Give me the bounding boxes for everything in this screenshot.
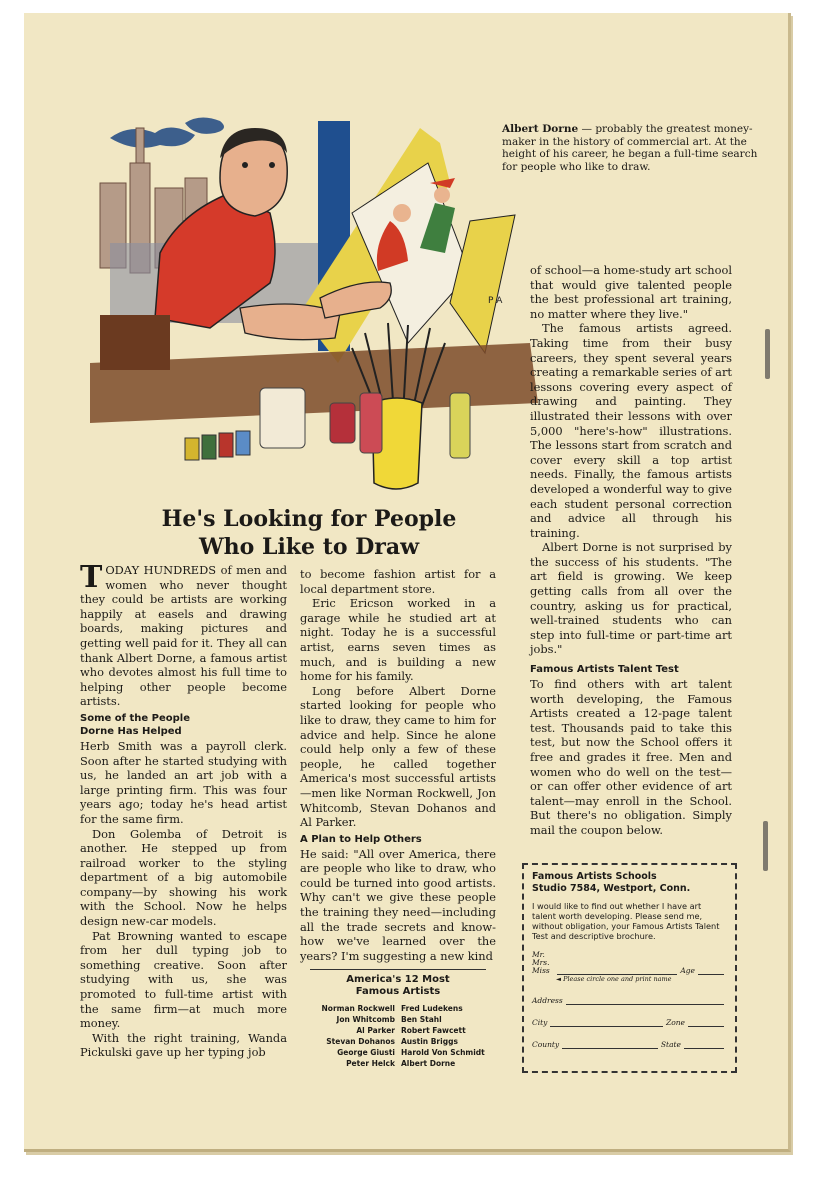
- paragraph: Pat Browning wanted to escape from her dull typing job to something creative. Soon after studying with us, she was promoted to full-time artist with the same firm—at much more money.: [80, 928, 287, 1031]
- paragraph: Don Golemba of Detroit is another. He stepped up from railroad worker to the styling department of a big automobile company—by showing his work with the School. Now he helps design new-car models.: [80, 826, 287, 929]
- county-state-field[interactable]: [532, 1039, 727, 1049]
- artist-name: Norman Rockwell: [321, 1004, 395, 1014]
- artists-list: [300, 1003, 496, 1069]
- column-2: [300, 567, 496, 1069]
- coupon-address: Studio 7584, Westport, Conn.: [532, 883, 691, 894]
- subheading-people-helped: [80, 712, 287, 738]
- paragraph: Eric Ericson worked in a garage while he studied art at night. Today he is a successful artist, earns seven times as much, and is building a new home for his family.: [300, 596, 496, 684]
- magazine-page: [24, 13, 791, 1152]
- subheading-plan: A Plan to Help Others: [300, 833, 422, 845]
- column-3: [530, 263, 732, 838]
- page-title: [144, 505, 474, 561]
- title-options: Mr. Mrs. Miss: [532, 950, 550, 975]
- mail-coupon[interactable]: [522, 863, 737, 1073]
- artist-name: Al Parker: [356, 1026, 395, 1036]
- intro-smallcaps: ODAY HUNDREDS: [105, 563, 217, 577]
- address-label: Address: [532, 996, 563, 1005]
- artist-name: Austin Briggs: [401, 1037, 458, 1047]
- name-field[interactable]: [532, 951, 727, 975]
- age-line[interactable]: [698, 965, 724, 975]
- paragraph: Albert Dorne is not surprised by the success of his students. "The art field is growing. We keep getting calls from all over the country, asking us for practical, well-trained students who can step into full-time or part-time art jobs.": [530, 540, 732, 657]
- headline-line-2: Who Like to Draw: [198, 534, 420, 560]
- intro-text: of men and women who never thought they could be artists are working happily at easels and drawing boards, making pictures and getting well paid for it. They all can thank Albert Dorne, a famous artist who devotes almost his full time to helping other people become artists.: [80, 563, 287, 709]
- county-label: County: [532, 1040, 560, 1049]
- city-label: City: [532, 1018, 548, 1027]
- circle-instruction: ◄ Please circle one and print name: [556, 975, 672, 983]
- subheading-line-2: Dorne Has Helped: [80, 725, 182, 737]
- column-1: [80, 560, 287, 1060]
- artist-name: Harold Von Schmidt: [401, 1048, 485, 1058]
- paragraph: to become fashion artist for a local department store.: [300, 567, 496, 596]
- address-line[interactable]: [566, 995, 724, 1005]
- column-1-intro: [80, 560, 287, 709]
- list-title-line-1: America's 12 Most: [346, 974, 450, 986]
- easel-initials: P A: [488, 296, 503, 306]
- name-line[interactable]: [557, 965, 677, 975]
- zone-line[interactable]: [688, 1017, 724, 1027]
- paragraph: of school—a home-study art school that would give talented people the best professional art training, no matter where they live.": [530, 263, 732, 321]
- city-line[interactable]: [550, 1017, 663, 1027]
- artist-name: George Giusti: [337, 1048, 395, 1058]
- paragraph: With the right training, Wanda Pickulski gave up her typing job: [80, 1030, 287, 1060]
- subheading-talent-test: Famous Artists Talent Test: [530, 664, 679, 676]
- artist-name: Fred Ludekens: [401, 1004, 463, 1014]
- state-line[interactable]: [684, 1039, 724, 1049]
- caption-name: Albert Dorne: [502, 123, 579, 135]
- subheading-line-1: Some of the People: [80, 712, 190, 724]
- staple-bottom: [763, 821, 768, 871]
- paragraph: Long before Albert Dorne started looking for people who like to draw, they came to him for advice and help. Since he alone could help only a few of these people, he called together America's most successful artists—men like Norman Rockwell, Jon Whitcomb, Stevan Dohanos and Al Parker.: [300, 683, 496, 830]
- artist-name: Ben Stahl: [401, 1015, 442, 1025]
- state-label: State: [660, 1040, 681, 1049]
- paragraph: He said: "All over America, there are people who like to draw, who could be turned into good artists. Why can't we give these people the training they need—including all the trade secrets and know-how we've learned over the years? I'm suggesting a new kind: [300, 846, 496, 963]
- paragraph: To find others with art talent worth developing, the Famous Artists created a 12-page talent test. Thousands paid to take this test, but now the School offers it free and grades it free. Men and women who do well on the test—or can offer other evidence of art talent—may enroll in the School. But there's no obligation. Simply mail the coupon below.: [530, 677, 732, 837]
- headline-line-1: He's Looking for People: [161, 506, 457, 532]
- artist-name: Stevan Dohanos: [326, 1037, 395, 1047]
- paragraph: The famous artists agreed. Taking time from their busy careers, they spent several years creating a remarkable series of art lessons covering every aspect of drawing and painting. They illustrated their lessons with over 5,000 "here's-how" illustrations. The lessons start from scratch and cover every skill a top artist needs. Finally, the famous artists developed a wonderful way to give each student personal correction and advice all through his training.: [530, 321, 732, 540]
- age-label: Age: [680, 966, 695, 975]
- illustration-caption: [502, 123, 762, 173]
- county-line[interactable]: [562, 1039, 658, 1049]
- artist-name: Jon Whitcomb: [336, 1015, 395, 1025]
- coupon-body: I would like to find out whether I have art talent worth developing. Please send me, without obligation, your Famous Artists Talent Test and descriptive brochure.: [532, 901, 720, 941]
- artists-list-title: [300, 974, 496, 998]
- artist-name: Robert Fawcett: [401, 1026, 466, 1036]
- drop-cap: T: [80, 560, 103, 595]
- caption-text: — probably the greatest money-maker in the history of commercial art. At the height of his career, he began a full-time search for people who like to draw.: [502, 123, 758, 173]
- staple-top: [765, 329, 770, 379]
- artist-illustration: [90, 103, 538, 498]
- city-zone-field[interactable]: [532, 1017, 727, 1027]
- list-title-line-2: Famous Artists: [355, 986, 441, 998]
- artist-name: Peter Helck: [346, 1059, 395, 1069]
- coupon-school-name: Famous Artists Schools: [532, 871, 657, 882]
- paragraph: Herb Smith was a payroll clerk. Soon after he started studying with us, he landed an art job with a large printing firm. This was four years ago; today he's head artist for the same firm.: [80, 738, 287, 826]
- address-field[interactable]: [532, 995, 727, 1005]
- zone-label: Zone: [666, 1018, 685, 1027]
- artist-name: Albert Dorne: [401, 1059, 456, 1069]
